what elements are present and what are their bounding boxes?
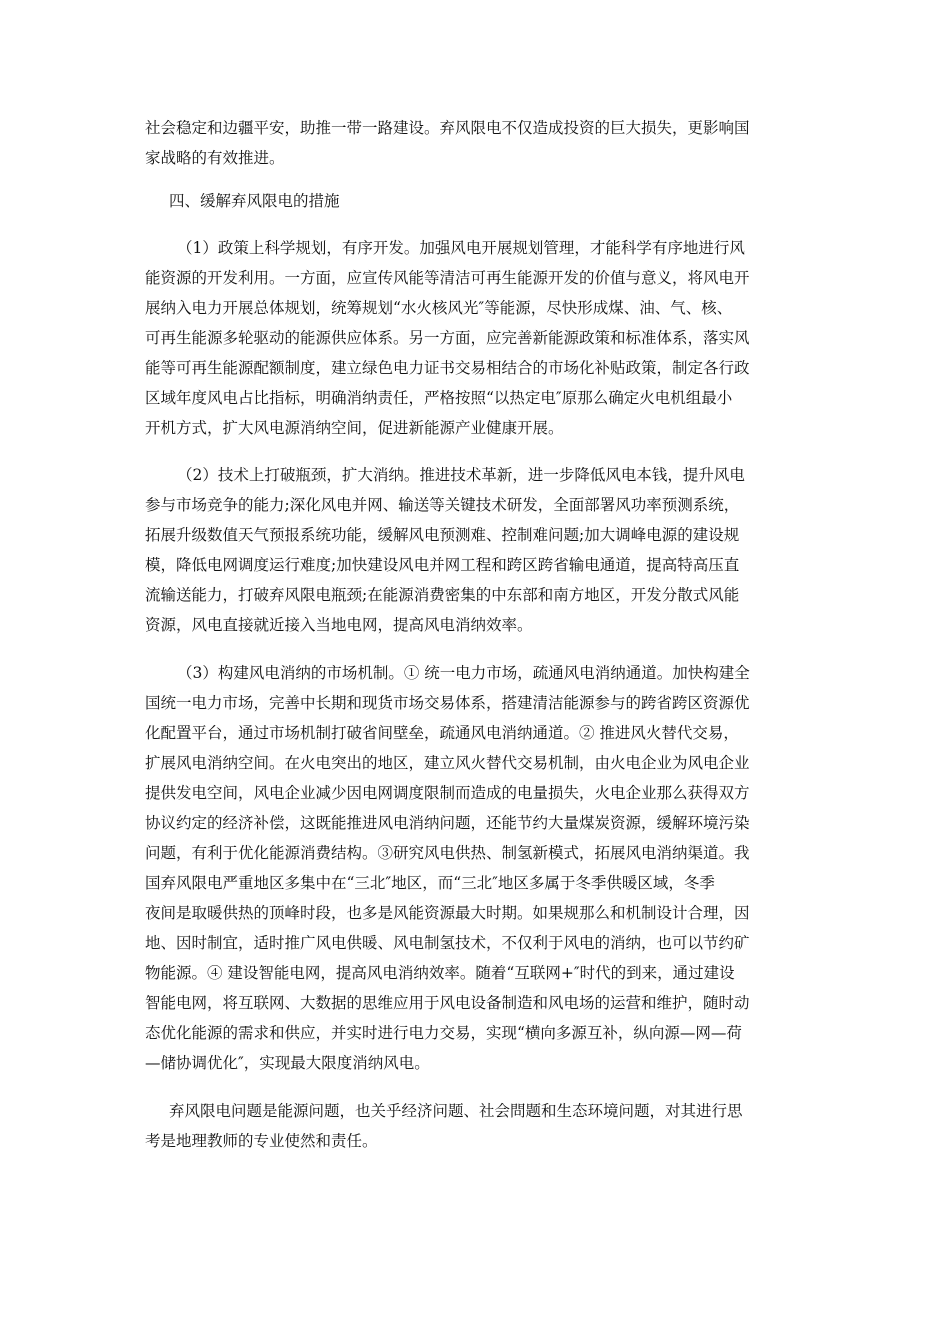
- text-line: （1）政策上科学规划，有序开发。加强风电开展规划管理，才能科学有序地进行风: [177, 239, 745, 257]
- paragraph-technology: [145, 460, 809, 640]
- paragraph-policy: [145, 233, 809, 443]
- text-line: （2）技术上打破瓶颈，扩大消纳。推进技术革新，进一步降低风电本钱，提升风电: [177, 466, 745, 484]
- text-line: 家战略的有效推进。: [145, 149, 285, 167]
- paragraph-continuation: [145, 113, 809, 173]
- text-line: 协议约定的经济补偿，这既能推进风电消纳问题，还能节约大量煤炭资源，缓解环境污染: [145, 814, 750, 832]
- heading-text: 四、缓解弃风限电的措施: [169, 192, 340, 210]
- text-line: 问题，有利于优化能源消费结构。③研究风电供热、制氢新模式，拓展风电消纳渠道。我: [145, 844, 750, 862]
- text-line: 区域年度风电占比指标，明确消纳责任，严格按照“以热定电″原那么确定火电机组最小: [145, 389, 733, 407]
- text-line: （3）构建风电消纳的市场机制。① 统一电力市场，疏通风电消纳通道。加快构建全: [177, 664, 750, 682]
- text-line: 参与市场竞争的能力;深化风电并网、输送等关键技术研发，全面部署风功率预测系统，: [145, 496, 740, 514]
- text-line: 资源，风电直接就近接入当地电网，提高风电消纳效率。: [145, 616, 533, 634]
- text-line: 弃风限电问题是能源问题，也关乎经济问题、社会問题和生态环境问题，对其进行思: [169, 1102, 743, 1120]
- text-line: —储协调优化″，实现最大限度消纳风电。: [145, 1054, 430, 1072]
- text-line: 提供发电空间，风电企业减少因电网调度限制而造成的电量损失，火电企业那么获得双方: [145, 784, 750, 802]
- text-line: 考是地理教师的专业使然和责任。: [145, 1132, 378, 1150]
- text-line: 能资源的开发利用。一方面，应宣传风能等清洁可再生能源开发的价值与意义，将风电开: [145, 269, 750, 287]
- text-line: 物能源。④ 建设智能电网，提高风电消纳效率。随着“互联网+″时代的到来，通过建设: [145, 964, 735, 982]
- text-line: 可再生能源多轮驱动的能源供应体系。另一方面，应完善新能源政策和标准体系，落实风: [145, 329, 750, 347]
- text-line: 展纳入电力开展总体规划，统筹规划“水火核风光″等能源，尽快形成煤、油、气、核、: [145, 299, 733, 317]
- text-line: 社会稳定和边疆平安，助推一带一路建设。弃风限电不仅造成投资的巨大损失，更影响国: [145, 119, 750, 137]
- text-line: 化配置平台，通过市场机制打破省间壁垒，疏通风电消纳通道。② 推进风火替代交易，: [145, 724, 739, 742]
- text-line: 扩展风电消纳空间。在火电突出的地区，建立风火替代交易机制，由火电企业为风电企业: [145, 754, 750, 772]
- text-line: 国弃风限电严重地区多集中在“三北″地区，而“三北″地区多属于冬季供暖区域，冬季: [145, 874, 715, 892]
- text-line: 拓展升级数值天气预报系统功能，缓解风电预测难、控制难问题;加大调峰电源的建设规: [145, 526, 740, 544]
- text-line: 流输送能力，打破弃风限电瓶颈;在能源消费密集的中东部和南方地区，开发分散式风能: [145, 586, 740, 604]
- text-line: 夜间是取暖供热的顶峰时段，也多是风能资源最大时期。如果规那么和机制设计合理，因: [145, 904, 750, 922]
- text-line: 能等可再生能源配额制度，建立绿色电力证书交易相结合的市场化补贴政策，制定各行政: [145, 359, 750, 377]
- paragraph-conclusion: [145, 1096, 809, 1156]
- text-line: 开机方式，扩大风电源消纳空间，促进新能源产业健康开展。: [145, 419, 564, 437]
- text-line: 国统一电力市场，完善中长期和现货市场交易体系，搭建清洁能源参与的跨省跨区资源优: [145, 694, 750, 712]
- paragraph-market: [145, 658, 809, 1078]
- text-line: 智能电网，将互联网、大数据的思维应用于风电设备制造和风电场的运营和维护，随时动: [145, 994, 750, 1012]
- text-line: 模，降低电网调度运行难度;加快建设风电并网工程和跨区跨省输电通道，提高特高压直: [145, 556, 740, 574]
- text-line: 态优化能源的需求和供应，并实时进行电力交易，实现“横向多源互补，纵向源—网—荷: [145, 1024, 742, 1042]
- section-heading: [145, 186, 809, 216]
- text-line: 地、因时制宜，适时推广风电供暖、风电制氢技术，不仅利于风电的消纳，也可以节约矿: [145, 934, 750, 952]
